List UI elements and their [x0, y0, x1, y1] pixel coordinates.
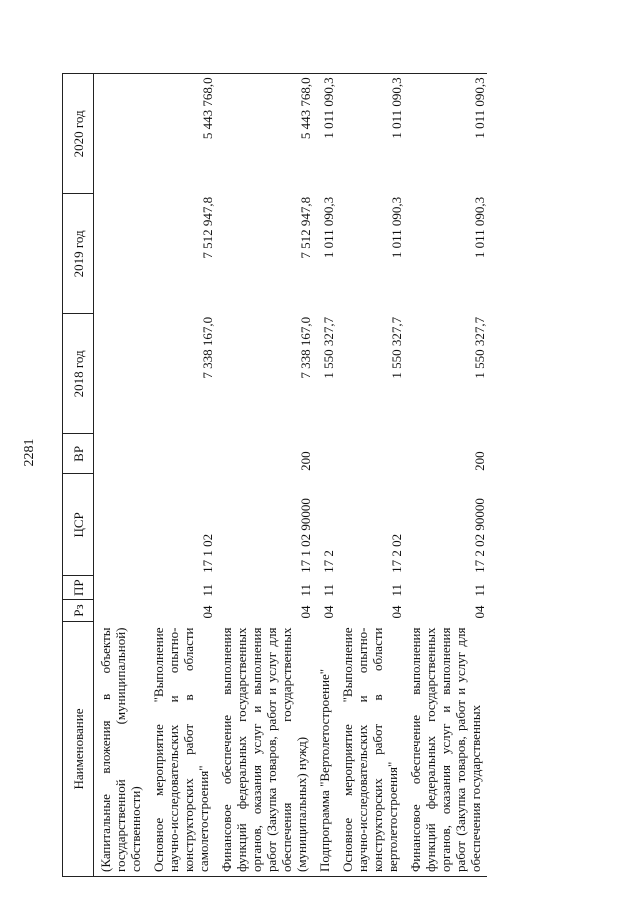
row-csr: 17 2 [321, 550, 336, 573]
row-pr: 11 [298, 583, 313, 597]
row-name: Основное мероприятие "Выполнение научно-исследовательских и опытно-конструкторских работ в области вертолетостроения" [336, 622, 404, 877]
row-vr [94, 434, 148, 474]
row-2020: 1 011 090,3 [336, 74, 404, 194]
row-vr [147, 434, 215, 474]
table-row [147, 74, 215, 877]
header-name: Наименование [63, 622, 94, 877]
row-vr: 200 [298, 451, 313, 471]
row-2018: 1 550 327,7 [389, 316, 404, 379]
table-row [313, 74, 336, 877]
row-2019: 7 512 947,8 [298, 196, 313, 259]
row-2020: 1 011 090,3 [404, 74, 487, 194]
row-vr: 200 [472, 451, 487, 471]
row-2018: 1 550 327,7 [321, 316, 336, 379]
row-name: (Капитальные вложения в объекты государственной (муниципальной) собственности) [94, 622, 148, 877]
header-2018: 2018 год [63, 314, 94, 434]
row-csr: 17 1 02 [200, 533, 215, 573]
header-csr: ЦСР [63, 474, 94, 576]
row-name: Финансовое обеспечение выполнения функций федеральных государственных органов, оказания услуг и выполнения работ (Закупка товаров, работ и услуг для обеспечения государственных [404, 622, 487, 877]
row-2018: 7 338 167,0 [200, 316, 215, 379]
row-2020: 5 443 768,0 [215, 74, 313, 194]
row-name: Подпрограмма "Вертолетостроение" [313, 622, 336, 877]
table-row [336, 74, 404, 877]
header-rz: Рз [63, 600, 94, 622]
row-pr: 11 [472, 583, 487, 597]
row-2019: 1 011 090,3 [472, 196, 487, 259]
row-pr: 11 [389, 583, 404, 597]
row-2018 [94, 314, 148, 434]
row-2019 [94, 194, 148, 314]
row-name: Основное мероприятие "Выполнение научно-исследовательских и опытно-конструкторских работ в области самолетостроения" [147, 622, 215, 877]
row-pr [94, 576, 148, 600]
row-rz: 04 [321, 605, 336, 619]
row-2019: 7 512 947,8 [200, 196, 215, 259]
header-2020: 2020 год [63, 74, 94, 194]
header-vr: ВР [63, 434, 94, 474]
row-2018: 1 550 327,7 [472, 316, 487, 379]
row-2020 [94, 74, 148, 194]
header-2019: 2019 год [63, 194, 94, 314]
row-csr: 17 2 02 90000 [472, 498, 487, 573]
row-vr [336, 434, 404, 474]
table-header-row [63, 74, 94, 877]
page-number: 2281 [22, 438, 37, 467]
row-2020: 5 443 768,0 [147, 74, 215, 194]
row-rz: 04 [472, 605, 487, 619]
row-rz: 04 [389, 605, 404, 619]
row-pr: 11 [200, 583, 215, 597]
budget-table [62, 73, 487, 877]
row-2019: 1 011 090,3 [389, 196, 404, 259]
row-2018: 7 338 167,0 [298, 316, 313, 379]
row-pr: 11 [321, 583, 336, 597]
header-pr: ПР [63, 576, 94, 600]
table-row [404, 74, 487, 877]
row-csr [94, 474, 148, 576]
row-rz [94, 600, 148, 622]
table-row [215, 74, 313, 877]
row-vr [313, 434, 336, 474]
row-csr: 17 1 02 90000 [298, 498, 313, 573]
row-2020: 1 011 090,3 [313, 74, 336, 194]
row-rz: 04 [200, 605, 215, 619]
table-row [94, 74, 148, 877]
row-name: Финансовое обеспечение выполнения функций федеральных государственных органов, оказания услуг и выполнения работ (Закупка товаров, работ и услуг для обеспечения государственных (муниципальных) нужд) [215, 622, 313, 877]
row-2019: 1 011 090,3 [321, 196, 336, 259]
row-rz: 04 [298, 605, 313, 619]
row-csr: 17 2 02 [389, 533, 404, 573]
